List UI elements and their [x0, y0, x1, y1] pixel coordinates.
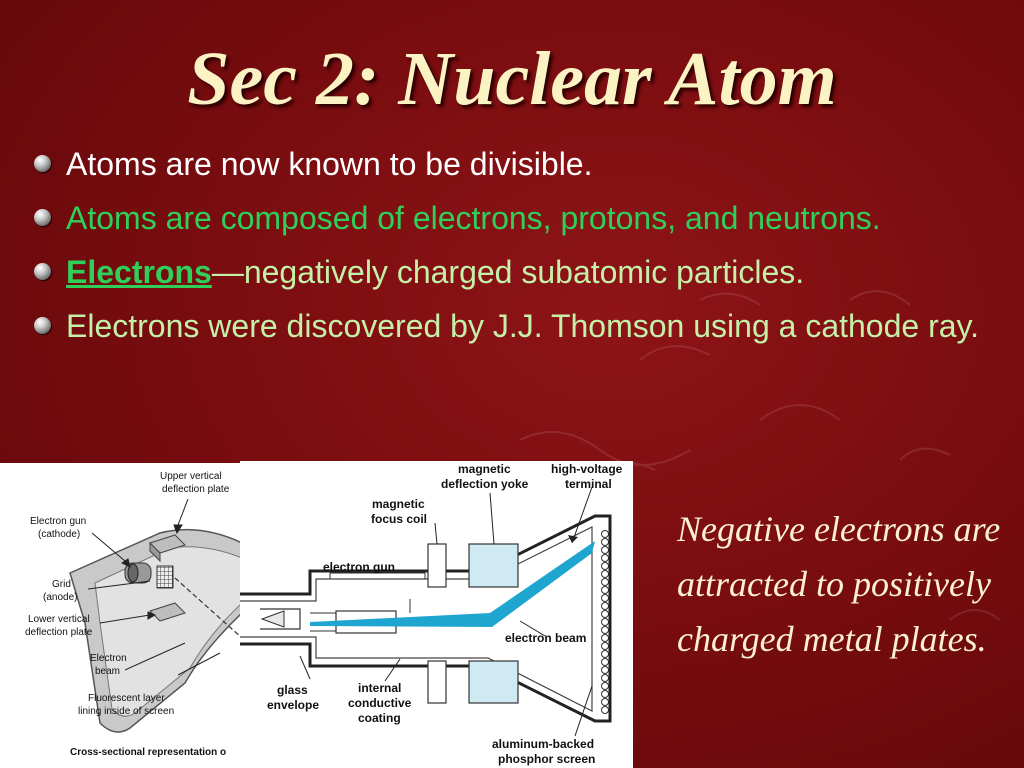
bullet-list: [34, 142, 1009, 358]
bullet-item: [34, 250, 1009, 294]
focus-coil-bottom: [428, 661, 446, 703]
label-screen-2: phosphor screen: [498, 752, 596, 766]
sphere-bullet-icon: [34, 155, 51, 172]
side-note: Negative electrons are attracted to positively charged metal plates.: [677, 509, 1001, 659]
label-yoke-1: magnetic: [458, 462, 511, 476]
label-coating-3: coating: [358, 711, 401, 725]
label-fluorescent-1: Fluorescent layer: [88, 693, 165, 704]
deflection-yoke-top: [469, 544, 518, 587]
label-screen-1: aluminum-backed: [492, 737, 595, 751]
crt-schematic-diagram: [240, 461, 633, 768]
label-terminal-2: terminal: [565, 477, 612, 491]
label-fluorescent-2: lining inside of screen: [78, 706, 175, 717]
label-focus-coil-1: magnetic: [372, 497, 425, 511]
bullet-text: Electrons were discovered by J.J. Thomson using a cathode ray.: [66, 308, 980, 344]
bullet-item: [34, 142, 1009, 186]
label-gun-1: Electron gun: [30, 516, 87, 527]
bullet-item: [34, 196, 1009, 240]
label-yoke-2: deflection yoke: [441, 477, 529, 491]
label-coating-2: conductive: [348, 696, 412, 710]
label-focus-coil-2: focus coil: [371, 512, 428, 526]
label-electron-beam: electron beam: [505, 631, 587, 645]
label-lower-plate-2: deflection plate: [25, 627, 93, 638]
label-upper-plate-2: deflection plate: [162, 484, 230, 495]
label-grid-2: (anode): [43, 592, 78, 603]
sphere-bullet-icon: [34, 209, 51, 226]
deflection-yoke-bottom: [469, 661, 518, 703]
label-upper-plate-1: Upper vertical: [160, 471, 222, 482]
label-gun-2: (cathode): [38, 529, 81, 540]
bullet-text: Atoms are now known to be divisible.: [66, 146, 593, 182]
label-grid-1: Grid: [52, 579, 71, 590]
grid-anode: [157, 566, 173, 588]
bullet-item: [34, 304, 1009, 348]
electron-beam: [310, 541, 595, 627]
sphere-bullet-icon: [34, 263, 51, 280]
crt-cross-section-diagram: [0, 463, 242, 768]
phosphor-screen: [602, 531, 609, 714]
focus-coil-top: [428, 544, 446, 587]
label-terminal-1: high-voltage: [551, 462, 623, 476]
label-glass-2: envelope: [267, 698, 320, 712]
label-beam-1: Electron: [90, 653, 127, 664]
bullet-text: —negatively charged subatomic particles.: [211, 254, 805, 290]
label-coating-1: internal: [358, 681, 402, 695]
bullet-text: Atoms are composed of electrons, protons, and neutrons.: [66, 200, 881, 236]
slide-title: Sec 2: Nuclear Atom: [187, 37, 837, 121]
label-lower-plate-1: Lower vertical: [28, 614, 90, 625]
bullet-term: Electrons: [66, 254, 212, 290]
label-electron-gun: electron gun: [323, 560, 396, 574]
label-beam-2: beam: [95, 666, 121, 677]
label-glass-1: glass: [277, 683, 308, 697]
sphere-bullet-icon: [34, 317, 51, 334]
diagram-caption: Cross-sectional representation o: [70, 747, 227, 758]
